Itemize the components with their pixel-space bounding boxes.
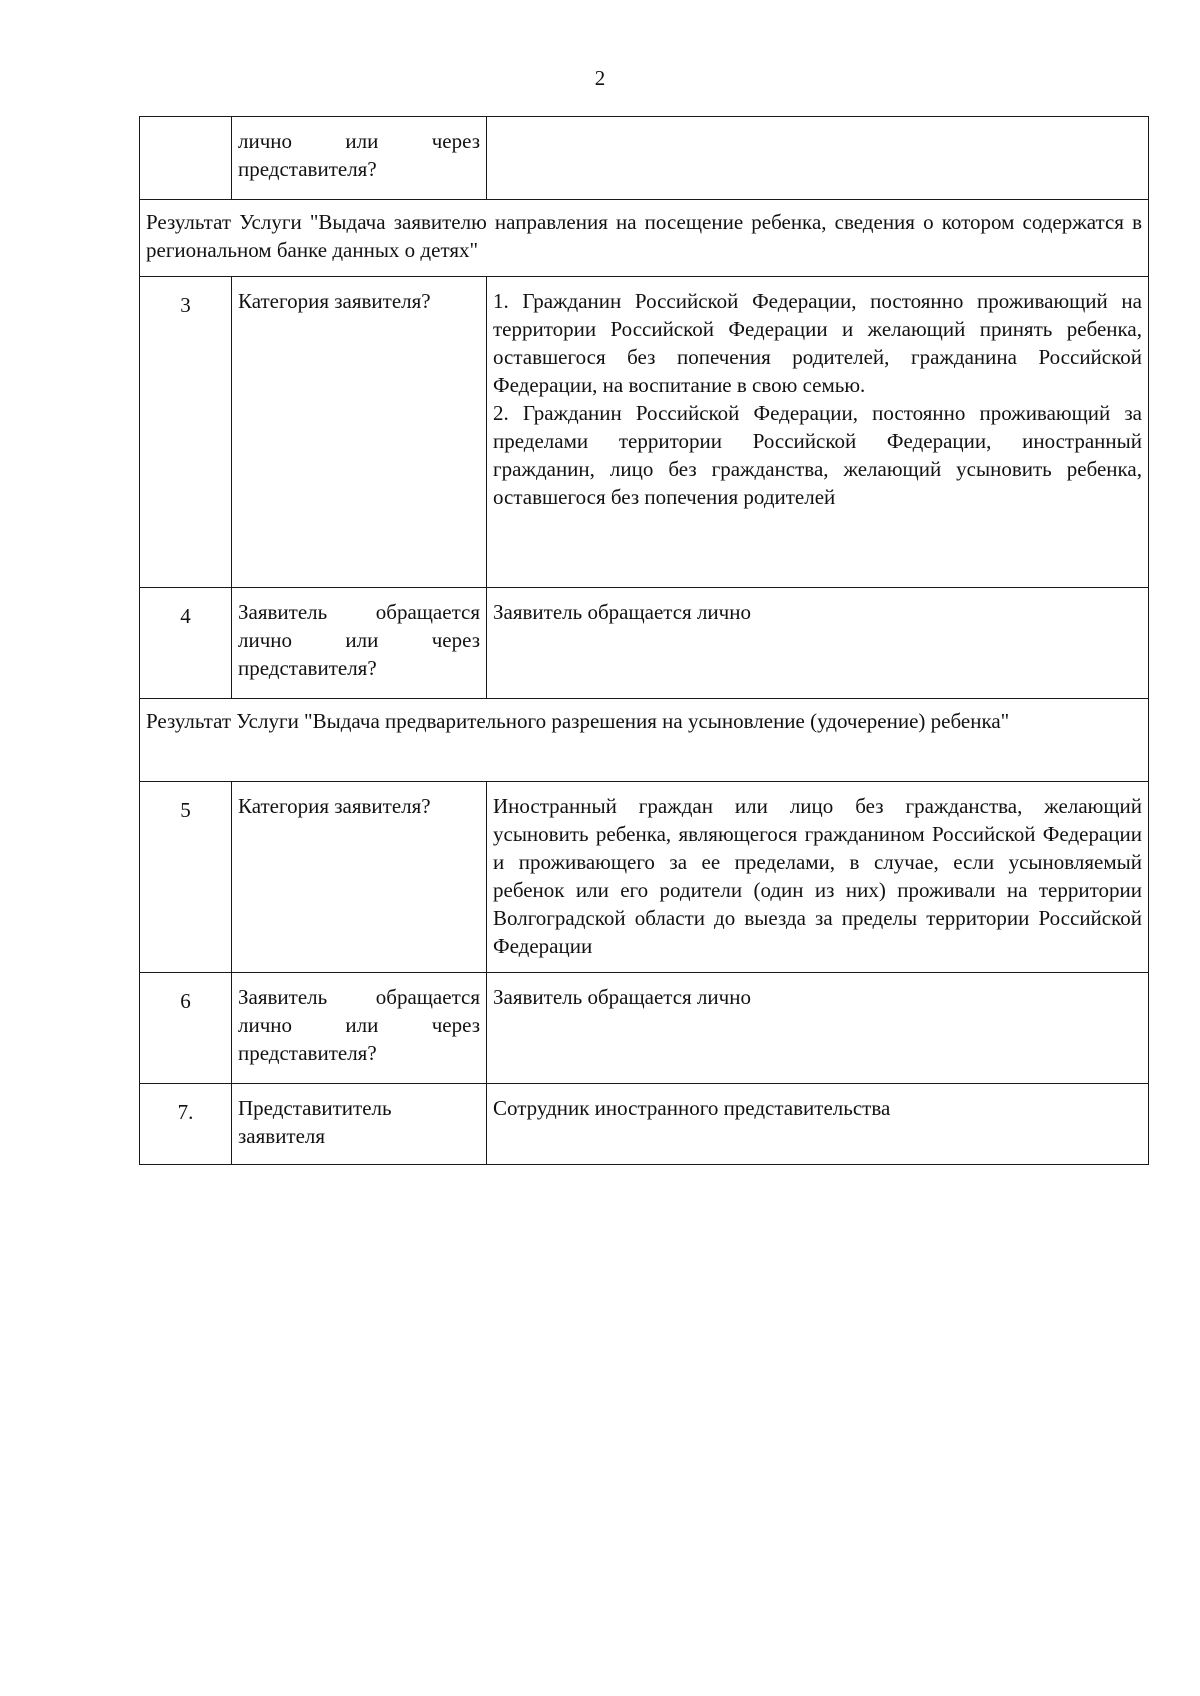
row-answer <box>487 782 1149 973</box>
section-header: Результат Услуги "Выдача заявителю направления на посещение ребенка, сведения о котором содержатся в региональном банке данных о детях" <box>140 200 1149 277</box>
row-question: Категория заявителя? <box>232 277 487 588</box>
answer-paragraph: Сотрудник иностранного представительства <box>493 1096 891 1120</box>
row-answer <box>487 973 1149 1084</box>
row-question: Представититель заявителя <box>232 1084 487 1165</box>
table-row <box>140 277 1149 588</box>
answer-paragraph: Заявитель обращается лично <box>493 600 751 624</box>
row-number: 4 <box>140 588 232 699</box>
row-question: лично или через представителя? <box>232 117 487 200</box>
row-question: Заявитель обращается лично или через представителя? <box>232 973 487 1084</box>
section-header-row <box>140 200 1149 277</box>
answer-paragraph: Заявитель обращается лично <box>493 985 751 1009</box>
answer-paragraph: 2. Гражданин Российской Федерации, постоянно проживающий за пределами территории Российской Федерации, иностранный гражданин, лицо без гражданства, желающий усыновить ребенка, оставшегося без попечения родителей <box>493 401 1142 509</box>
row-answer <box>487 1084 1149 1165</box>
row-number: 5 <box>140 782 232 973</box>
section-header-row <box>140 699 1149 782</box>
section-header: Результат Услуги "Выдача предварительного разрешения на усыновление (удочерение) ребенка" <box>140 699 1149 782</box>
table-row <box>140 782 1149 973</box>
row-number: 6 <box>140 973 232 1084</box>
row-question: Заявитель обращается лично или через представителя? <box>232 588 487 699</box>
row-number: 7. <box>140 1084 232 1165</box>
answer-paragraph: 1. Гражданин Российской Федерации, постоянно проживающий на территории Российской Федерации и желающий принять ребенка, оставшегося без попечения родителей, гражданина Российской Федерации, на воспитание в свою семью. <box>493 289 1142 397</box>
row-answer <box>487 588 1149 699</box>
page-number: 2 <box>594 66 606 90</box>
table-row <box>140 588 1149 699</box>
answer-paragraph: Иностранный граждан или лицо без гражданства, желающий усыновить ребенка, являющегося гражданином Российской Федерации и проживающего за ее пределами, в случае, если усыновляемый ребенок или его родители (один из них) проживали на территории Волгоградской области до выезда за пределы территории Российской Федерации <box>493 794 1142 958</box>
row-number <box>140 117 232 200</box>
table-row <box>140 117 1149 200</box>
row-question: Категория заявителя? <box>232 782 487 973</box>
applicant-table <box>139 116 1149 1165</box>
table-row <box>140 973 1149 1084</box>
row-answer <box>487 277 1149 588</box>
row-answer <box>487 117 1149 200</box>
row-number: 3 <box>140 277 232 588</box>
table-row <box>140 1084 1149 1165</box>
